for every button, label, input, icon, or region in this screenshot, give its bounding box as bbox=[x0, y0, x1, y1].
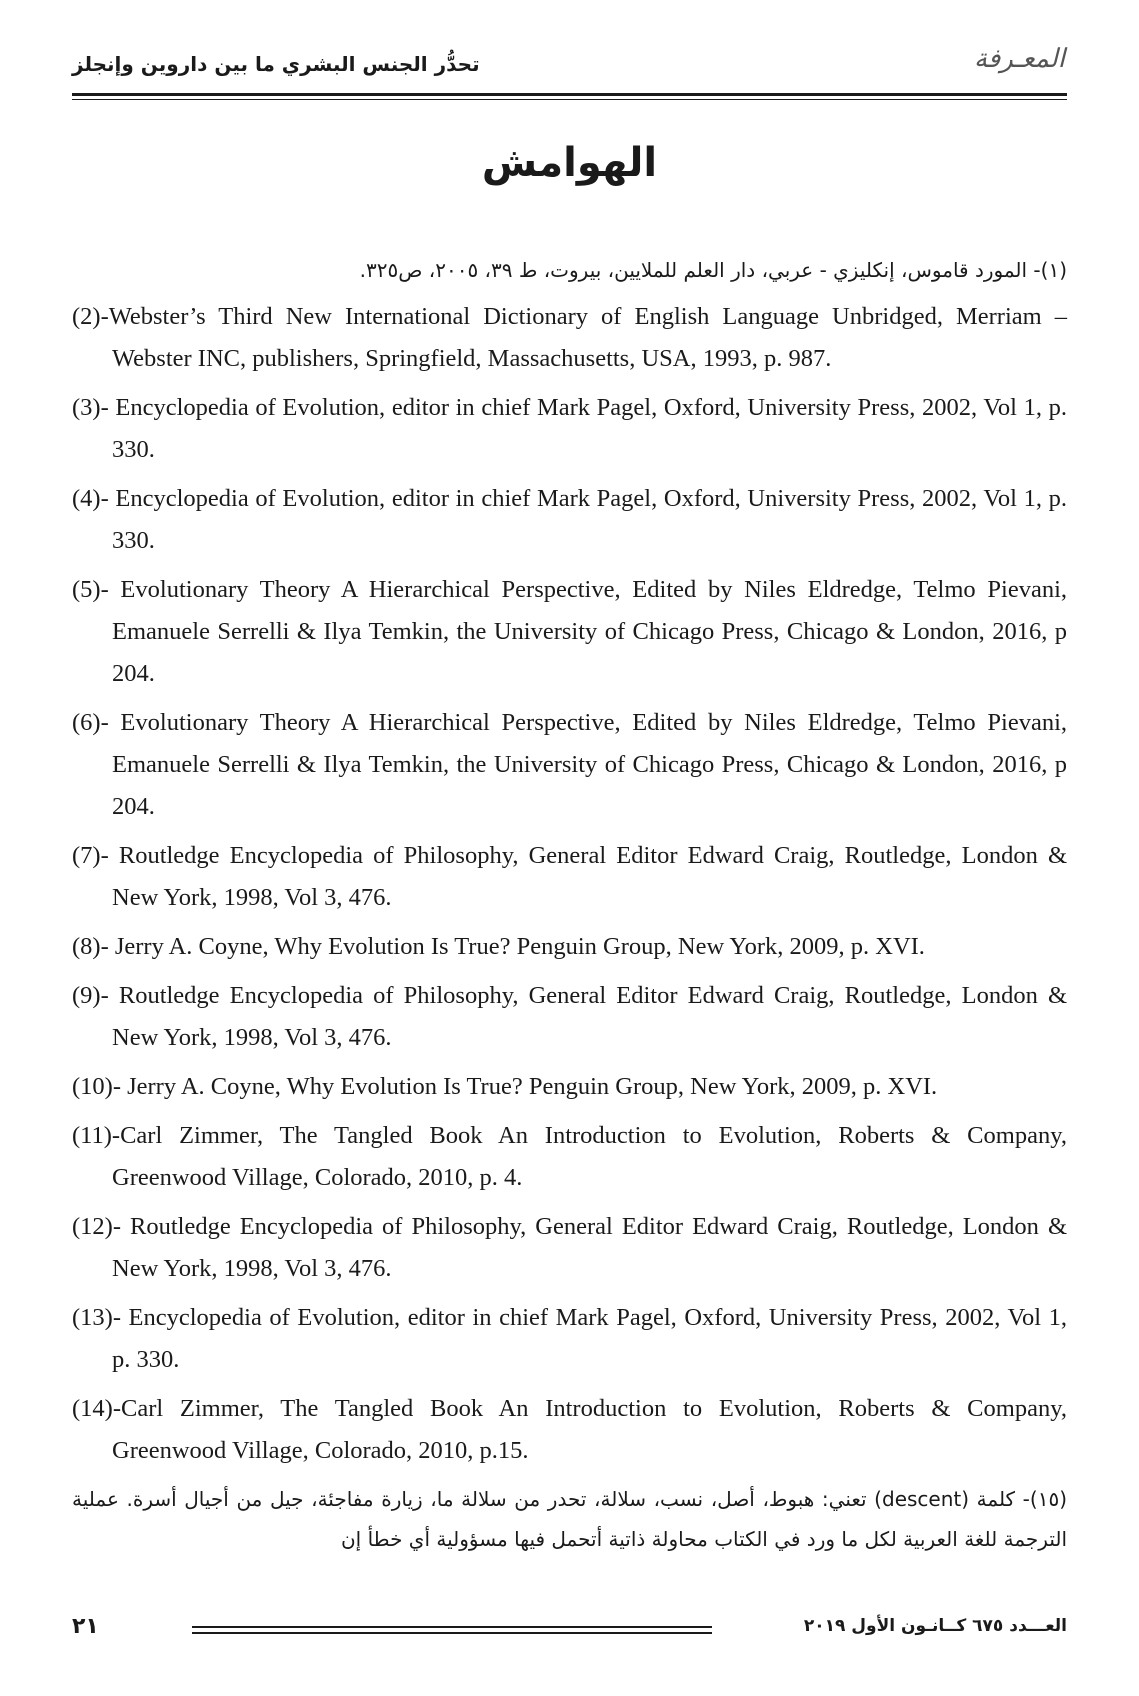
note-12: (12)- Routledge Encyclopedia of Philosophy, General Editor Edward Craig, Routledge, London & New York, 1998, Vol 3, 476. bbox=[72, 1213, 1067, 1282]
note-9: (9)- Routledge Encyclopedia of Philosophy, General Editor Edward Craig, Routledge, London & New York, 1998, Vol 3, 476. bbox=[72, 982, 1067, 1051]
note-11: (11)-Carl Zimmer, The Tangled Book An Introduction to Evolution, Roberts & Company, Greenwood Village, Colorado, 2010, p. 4. bbox=[72, 1122, 1067, 1191]
note-10: (10)- Jerry A. Coyne, Why Evolution Is True? Penguin Group, New York, 2009, p. XVI. bbox=[72, 1073, 938, 1100]
note-13: (13)- Encyclopedia of Evolution, editor in chief Mark Pagel, Oxford, University Press, 2002, Vol 1, p. 330. bbox=[72, 1304, 1067, 1373]
note-5: (5)- Evolutionary Theory A Hierarchical Perspective, Edited by Niles Eldredge, Telmo Pievani, Emanuele Serrelli & Ilya Temkin, the University of Chicago Press, Chicago & London, 2016, p 204. bbox=[72, 576, 1067, 687]
note-4: (4)- Encyclopedia of Evolution, editor in chief Mark Pagel, Oxford, University Press, 2002, Vol 1, p. 330. bbox=[72, 485, 1067, 554]
note-2: (2)-Webster’s Third New International Dictionary of English Language Unbridged, Merriam – Webster INC, publishers, Springfield, Massachusetts, USA, 1993, p. 987. bbox=[72, 303, 1067, 372]
note-7: (7)- Routledge Encyclopedia of Philosophy, General Editor Edward Craig, Routledge, London & New York, 1998, Vol 3, 476. bbox=[72, 842, 1067, 911]
note-1: (١)- المورد قاموس، إنكليزي - عربي، دار العلم للملايين، بيروت، ط ٣٩، ٢٠٠٥، ص٣٢٥. bbox=[359, 258, 1067, 282]
issue-info: العـــدد ٦٧٥ كــانـون الأول ٢٠١٩ bbox=[803, 1616, 1067, 1636]
footer-rule bbox=[192, 1626, 712, 1628]
note-3: (3)- Encyclopedia of Evolution, editor in chief Mark Pagel, Oxford, University Press, 2002, Vol 1, p. 330. bbox=[72, 394, 1067, 463]
journal-logo: المعـرفة bbox=[973, 44, 1065, 74]
note-14: (14)-Carl Zimmer, The Tangled Book An Introduction to Evolution, Roberts & Company, Greenwood Village, Colorado, 2010, p.15. bbox=[72, 1395, 1067, 1464]
note-8: (8)- Jerry A. Coyne, Why Evolution Is True? Penguin Group, New York, 2009, p. XVI. bbox=[72, 933, 925, 960]
section-title: الهوامش bbox=[481, 140, 658, 186]
header-rule-thin bbox=[72, 99, 1067, 100]
running-title: تحدُّر الجنس البشري ما بين داروين وإنجلز bbox=[72, 52, 480, 76]
note-6: (6)- Evolutionary Theory A Hierarchical Perspective, Edited by Niles Eldredge, Telmo Pievani, Emanuele Serrelli & Ilya Temkin, the University of Chicago Press, Chicago & London, 2016, p 204. bbox=[72, 709, 1067, 820]
note-15: (١٥)- كلمة (descent) تعني: هبوط، أصل، نسب، سلالة، تحدر من سلالة ما، زيارة مفاجئة، جيل من أجيال أسرة. عملية الترجمة للغة العربية لكل ما ورد في الكتاب محاولة ذاتية أتحمل فيها مسؤولية أي خطأ إن bbox=[72, 1487, 1068, 1551]
page-number: ٢١ bbox=[72, 1614, 99, 1639]
footer-rule-thin bbox=[192, 1632, 712, 1634]
running-header bbox=[72, 36, 1067, 96]
header-rule bbox=[72, 93, 1067, 96]
notes-list bbox=[72, 250, 1067, 1566]
page-footer bbox=[72, 1610, 1067, 1650]
